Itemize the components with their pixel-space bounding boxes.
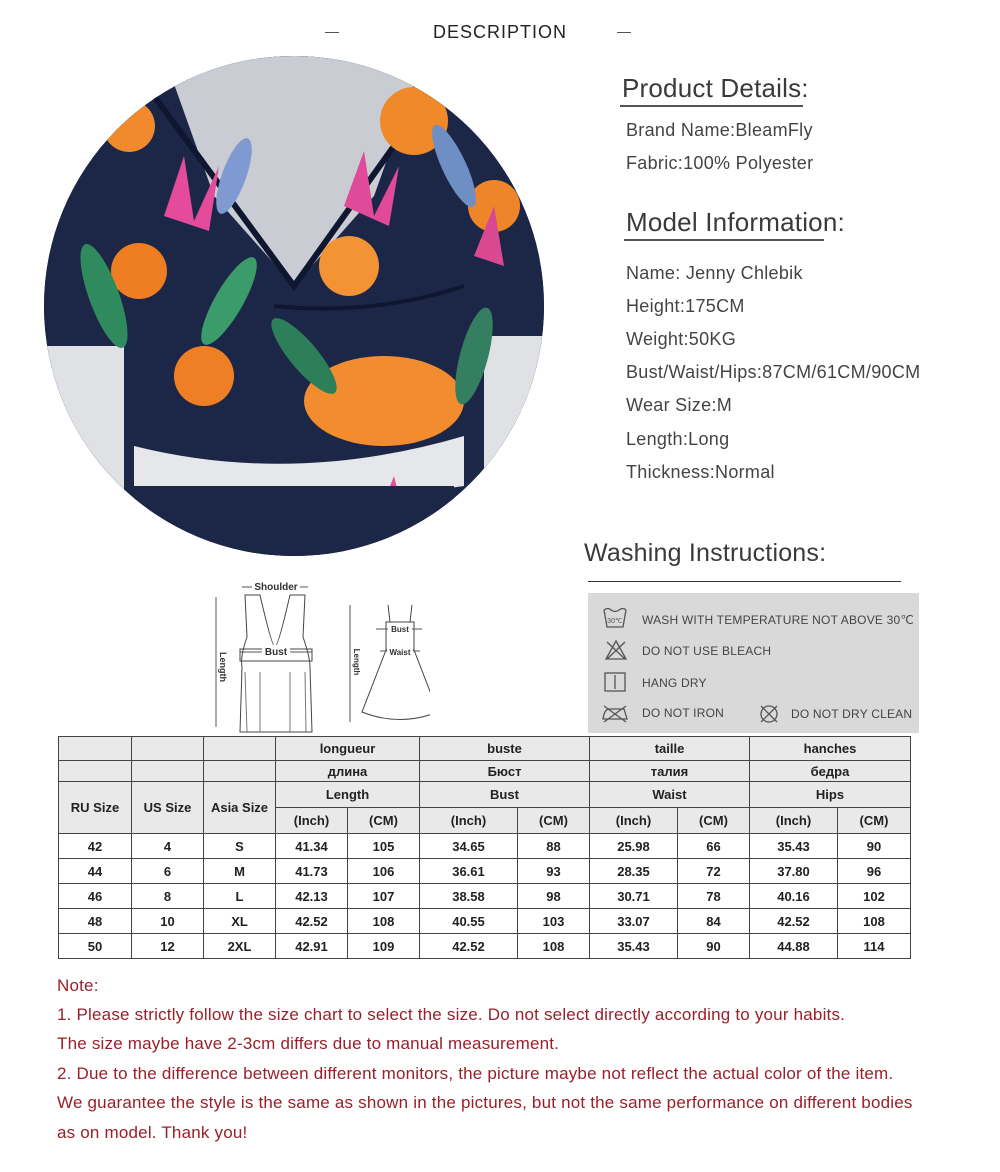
- table-row: [59, 909, 911, 934]
- note-line: 2. Due to the difference between different monitors, the picture maybe not reflect the actual color of the item.: [57, 1064, 894, 1083]
- table-cell: 42: [59, 834, 132, 859]
- unit-cell: (Inch): [420, 808, 518, 834]
- unit-cell: (CM): [838, 808, 911, 834]
- header-row-fr: [59, 737, 911, 761]
- model-wear-size: Wear Size:M: [626, 395, 732, 415]
- table-row: [59, 834, 911, 859]
- top-length-label: Length: [218, 652, 228, 682]
- blank-cell: [132, 761, 204, 782]
- table-cell: 33.07: [590, 909, 678, 934]
- unit-cell: (CM): [678, 808, 750, 834]
- dress-length-label: Length: [352, 648, 361, 676]
- table-cell: 30.71: [590, 884, 678, 909]
- table-cell: 96: [838, 859, 911, 884]
- table-cell: 35.43: [750, 834, 838, 859]
- header-cell: Length: [276, 782, 420, 808]
- wash-30-icon: [602, 607, 628, 629]
- header-dash-right: [617, 32, 631, 33]
- page-title: DESCRIPTION: [432, 22, 567, 42]
- header-cell: Hips: [750, 782, 911, 808]
- note-line: The size maybe have 2-3cm differs due to manual measurement.: [57, 1034, 560, 1053]
- blank-cell: [132, 737, 204, 761]
- table-cell: 41.34: [276, 834, 348, 859]
- model-weight: Weight:50KG: [626, 329, 737, 349]
- header-cell: талия: [590, 761, 750, 782]
- washing-instructions-box: [588, 593, 919, 733]
- unit-cell: (CM): [518, 808, 590, 834]
- model-height: Height:175CM: [626, 296, 745, 316]
- table-cell: 38.58: [420, 884, 518, 909]
- no-iron-text: DO NOT IRON: [642, 706, 724, 720]
- table-cell: 48: [59, 909, 132, 934]
- asia-size-header: Asia Size: [204, 782, 276, 834]
- no-dry-clean-text: DO NOT DRY CLEAN: [791, 707, 913, 721]
- washing-underline: [588, 581, 901, 582]
- table-cell: 42.52: [750, 909, 838, 934]
- table-cell: 103: [518, 909, 590, 934]
- table-cell: 25.98: [590, 834, 678, 859]
- wash-temperature-text: WASH WITH TEMPERATURE NOT ABOVE 30℃: [642, 613, 915, 627]
- table-cell: 93: [518, 859, 590, 884]
- no-bleach-icon: [604, 639, 628, 661]
- header-cell: длина: [276, 761, 420, 782]
- table-cell: 88: [518, 834, 590, 859]
- table-cell: 102: [838, 884, 911, 909]
- table-cell: 12: [132, 934, 204, 959]
- table-cell: 108: [518, 934, 590, 959]
- table-cell: 2XL: [204, 934, 276, 959]
- table-cell: 40.16: [750, 884, 838, 909]
- table-row: [59, 884, 911, 909]
- table-cell: 107: [348, 884, 420, 909]
- table-cell: 34.65: [420, 834, 518, 859]
- table-cell: 84: [678, 909, 750, 934]
- unit-cell: (Inch): [276, 808, 348, 834]
- model-information-underline: [624, 239, 824, 241]
- table-cell: 42.91: [276, 934, 348, 959]
- header-row-en: [59, 782, 911, 808]
- note-line: 1. Please strictly follow the size chart to select the size. Do not select directly according to your habits.: [57, 1005, 846, 1024]
- table-cell: 108: [838, 909, 911, 934]
- table-cell: 28.35: [590, 859, 678, 884]
- blank-cell: [204, 761, 276, 782]
- model-measurements: Bust/Waist/Hips:87CM/61CM/90CM: [626, 362, 921, 382]
- product-photo: [44, 56, 544, 556]
- header-cell: Бюст: [420, 761, 590, 782]
- fabric: Fabric:100% Polyester: [626, 153, 814, 173]
- model-information-title: Model Information:: [626, 207, 845, 237]
- table-cell: L: [204, 884, 276, 909]
- blank-cell: [204, 737, 276, 761]
- table-cell: 10: [132, 909, 204, 934]
- us-size-header: US Size: [132, 782, 204, 834]
- table-cell: 4: [132, 834, 204, 859]
- table-cell: 90: [838, 834, 911, 859]
- blank-cell: [59, 737, 132, 761]
- header-row-ru: [59, 761, 911, 782]
- table-cell: 44.88: [750, 934, 838, 959]
- note-heading: Note:: [57, 976, 99, 995]
- ru-size-header: RU Size: [59, 782, 132, 834]
- table-cell: XL: [204, 909, 276, 934]
- size-chart-table: [58, 736, 911, 959]
- product-details-title: Product Details:: [622, 73, 809, 103]
- table-cell: 35.43: [590, 934, 678, 959]
- product-details-underline: [620, 105, 803, 107]
- brand-name: Brand Name:BleamFly: [626, 120, 813, 140]
- hang-dry-icon: [604, 672, 626, 692]
- top-garment-diagram: [216, 580, 312, 732]
- table-cell: 42.52: [420, 934, 518, 959]
- table-cell: 40.55: [420, 909, 518, 934]
- table-cell: S: [204, 834, 276, 859]
- table-row: [59, 934, 911, 959]
- table-cell: M: [204, 859, 276, 884]
- model-thickness: Thickness:Normal: [626, 462, 775, 482]
- table-cell: 78: [678, 884, 750, 909]
- floral-top-illustration: [44, 56, 544, 556]
- table-cell: 6: [132, 859, 204, 884]
- table-cell: 109: [348, 934, 420, 959]
- table-cell: 90: [678, 934, 750, 959]
- unit-cell: (Inch): [590, 808, 678, 834]
- note-line: We guarantee the style is the same as shown in the pictures, but not the same performance on different bodies: [57, 1093, 913, 1112]
- table-cell: 44: [59, 859, 132, 884]
- table-cell: 46: [59, 884, 132, 909]
- table-cell: 41.73: [276, 859, 348, 884]
- no-iron-icon: [600, 703, 630, 723]
- dress-diagram: [350, 605, 430, 722]
- table-cell: 98: [518, 884, 590, 909]
- model-length: Length:Long: [626, 429, 730, 449]
- wash-temp-icon-text: 30℃: [607, 618, 623, 625]
- table-cell: 114: [838, 934, 911, 959]
- table-cell: 36.61: [420, 859, 518, 884]
- header-cell: Waist: [590, 782, 750, 808]
- unit-cell: (CM): [348, 808, 420, 834]
- unit-cell: (Inch): [750, 808, 838, 834]
- blank-cell: [59, 761, 132, 782]
- table-cell: 8: [132, 884, 204, 909]
- header-cell: hanches: [750, 737, 911, 761]
- table-cell: 50: [59, 934, 132, 959]
- note-line: as on model. Thank you!: [57, 1123, 248, 1142]
- no-bleach-text: DO NOT USE BLEACH: [642, 644, 772, 658]
- header-cell: longueur: [276, 737, 420, 761]
- table-cell: 42.52: [276, 909, 348, 934]
- header-cell: buste: [420, 737, 590, 761]
- no-dry-clean-icon: [758, 703, 780, 725]
- table-cell: 37.80: [750, 859, 838, 884]
- dress-bust-label: Bust: [391, 625, 409, 634]
- size-measurement-diagram: [200, 577, 430, 737]
- washing-instructions-title: Washing Instructions:: [584, 539, 827, 567]
- hang-dry-text: HANG DRY: [642, 676, 707, 690]
- top-bust-label: Bust: [264, 647, 288, 658]
- table-cell: 72: [678, 859, 750, 884]
- dress-waist-label: Waist: [389, 648, 411, 657]
- table-cell: 105: [348, 834, 420, 859]
- table-cell: 106: [348, 859, 420, 884]
- table-cell: 66: [678, 834, 750, 859]
- model-name: Name: Jenny Chlebik: [626, 263, 803, 283]
- header-cell: taille: [590, 737, 750, 761]
- header-cell: бедра: [750, 761, 911, 782]
- shoulder-label: Shoulder: [254, 582, 298, 593]
- table-cell: 108: [348, 909, 420, 934]
- table-cell: 42.13: [276, 884, 348, 909]
- header-cell: Bust: [420, 782, 590, 808]
- table-row: [59, 859, 911, 884]
